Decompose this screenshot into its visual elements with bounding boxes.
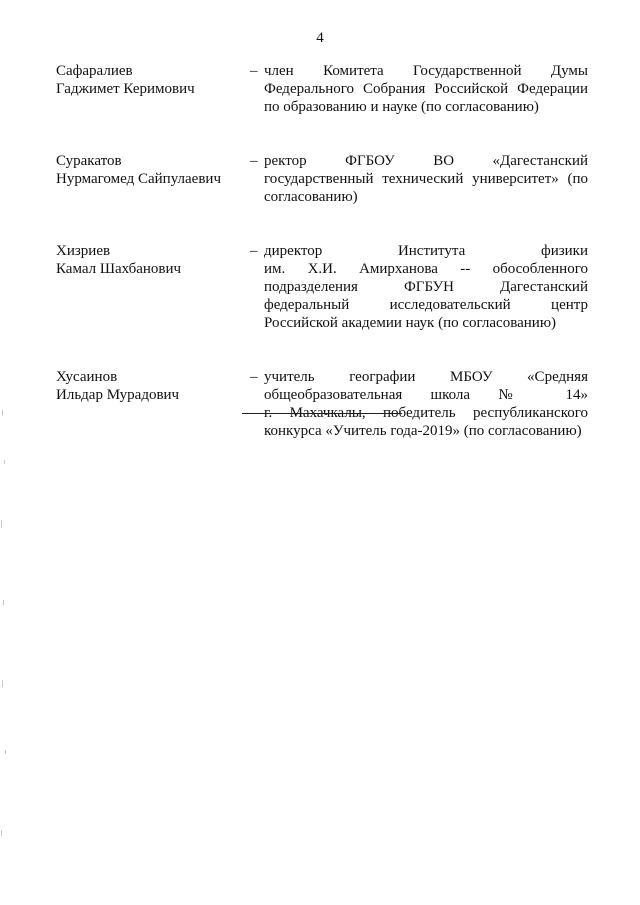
list-item — [56, 62, 588, 116]
surname: Сафаралиев — [56, 63, 133, 79]
description-line: государственный технический университет» (по — [264, 171, 588, 187]
list-item — [56, 152, 588, 206]
description-line: подразделения ФГБУН Дагестанский — [264, 279, 588, 295]
surname: Хизриев — [56, 243, 111, 259]
dash: – — [250, 153, 258, 169]
person-name — [56, 152, 246, 188]
person-name — [56, 368, 246, 404]
given-name: Ильдар Мурадович — [56, 387, 180, 403]
given-name: Нурмагомед Сайпулаевич — [56, 171, 221, 187]
person-name — [56, 242, 246, 278]
description-line: по образованию и науке (по согласованию) — [264, 99, 539, 115]
position-description — [264, 152, 588, 206]
description-line: согласованию) — [264, 189, 358, 205]
surname: Суракатов — [56, 153, 122, 169]
dash: – — [250, 243, 258, 259]
description-line: учитель географии МБОУ «Средняя — [264, 369, 588, 385]
list-item — [56, 368, 588, 440]
position-description — [264, 368, 588, 440]
description-line: Федерального Собрания Российской Федерации — [264, 81, 588, 97]
description-line: Российской академии наук (по согласованию) — [264, 315, 557, 331]
description-line: общеобразовательная школа № 14» — [264, 387, 588, 403]
position-description — [264, 62, 588, 116]
dash: – — [250, 369, 258, 385]
page-number: 4 — [316, 30, 324, 46]
given-name: Гаджимет Керимович — [56, 81, 195, 97]
position-description — [264, 242, 588, 332]
description-line: директор Института физики — [264, 243, 588, 259]
person-name — [56, 62, 246, 98]
description-line: им. Х.И. Амирханова -- обособленного — [264, 261, 588, 277]
dash: – — [250, 63, 258, 79]
description-line: ректор ФГБОУ ВО «Дагестанский — [264, 153, 588, 169]
description-line: член Комитета Государственной Думы — [264, 63, 588, 79]
given-name: Камал Шахбанович — [56, 261, 182, 277]
member-list — [56, 62, 588, 440]
description-line: г. Махачкалы, победитель республиканского — [264, 405, 588, 421]
description-line: федеральный исследовательский центр — [264, 297, 588, 313]
description-line: конкурса «Учитель года-2019» (по согласованию) — [264, 423, 582, 439]
end-divider — [242, 413, 402, 414]
scan-speckle-decoration — [0, 400, 10, 880]
surname: Хусаинов — [56, 369, 118, 385]
list-item — [56, 242, 588, 332]
